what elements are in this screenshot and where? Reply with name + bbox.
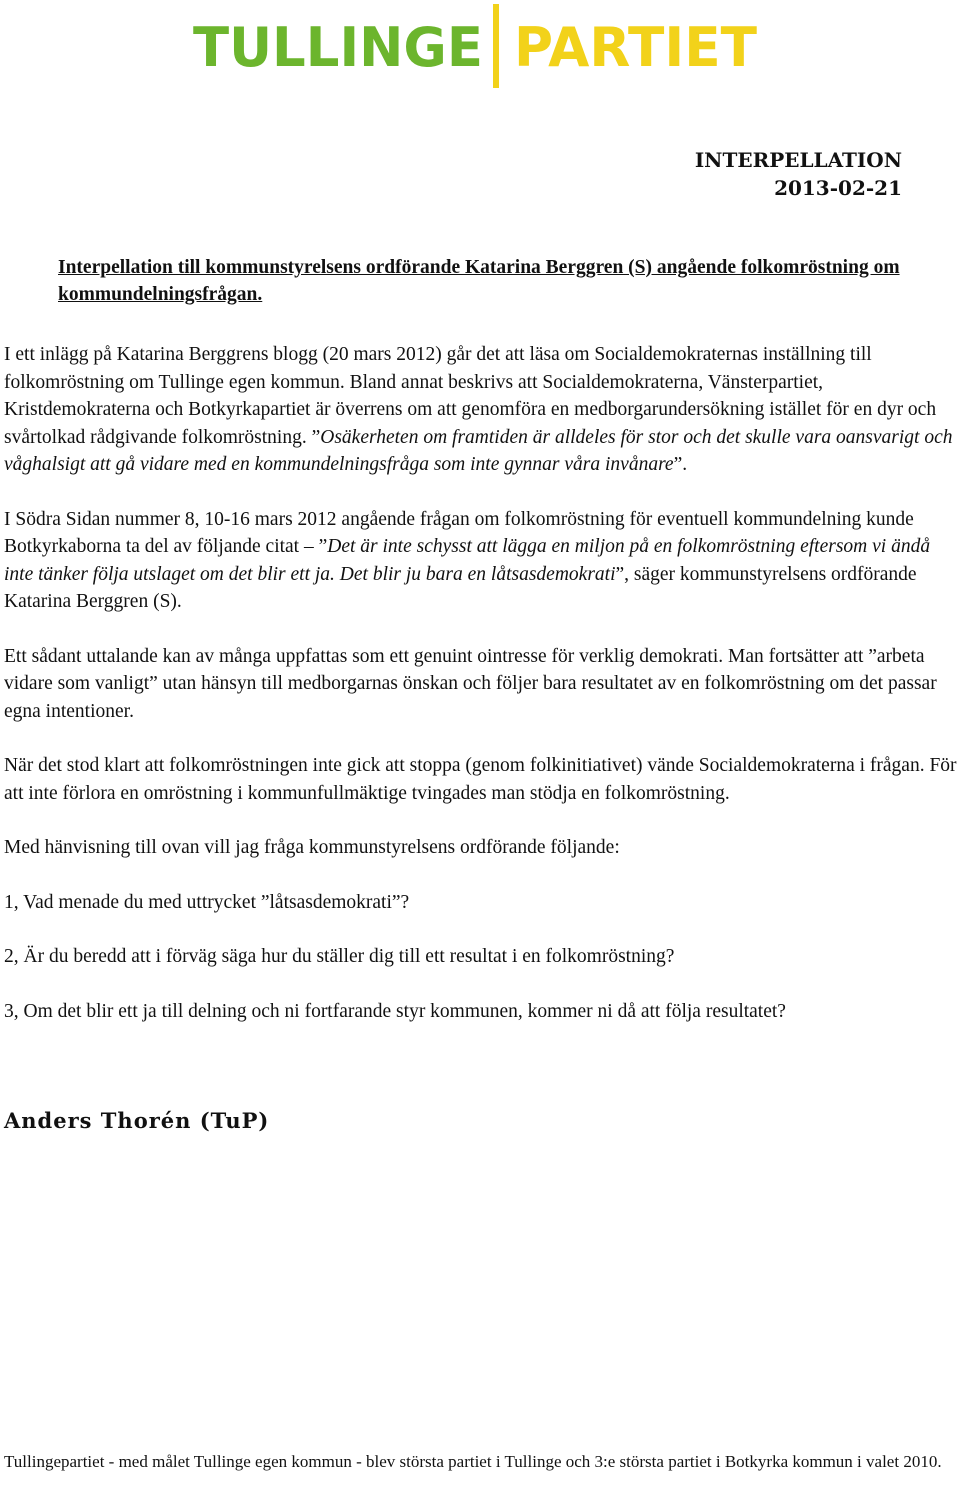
question-3: 3, Om det blir ett ja till delning och ni fortfarande styr kommunen, kommer ni då att följa resultatet?: [4, 1000, 786, 1022]
paragraph-sodra-sidan-quote: Det är inte schysst att lägga en miljon på en folkomröstning eftersom vi ändå inte tänker följa utslaget om det blir ett ja. Det blir ju bara en låtsasdemokrati: [4, 536, 931, 585]
paragraph-sodra-sidan: [4, 506, 959, 616]
document-body: [4, 341, 959, 1052]
paragraph-blog-end: ”.: [673, 454, 688, 475]
party-logo: [0, 0, 960, 100]
document-header: [695, 146, 902, 202]
logo-word-partiet: PARTIET: [514, 16, 758, 79]
document-date: 2013-02-21: [774, 176, 902, 200]
paragraph-statement: Ett sådant uttalande kan av många uppfattas som ett genuint ointresse för verklig demokrati. Man fortsätter att ”arbeta vidare som vanligt” utan hänsyn till medborgarnas önskan och följer bara resultatet av en folkomröstning om det passar egna intentioner.: [4, 645, 937, 722]
paragraph-referendum: När det stod klart att folkomröstningen inte gick att stoppa (genom folkinitiativet) vände Socialdemokraterna i frågan. För att inte förlora en omröstning i kommunfullmäktige tvingades man stödja en folkomröstning.: [4, 755, 957, 804]
question-1: 1, Vad menade du med uttrycket ”låtsasdemokrati”?: [4, 891, 410, 913]
page-footer: Tullingepartiet - med målet Tullinge egen kommun - blev största partiet i Tullinge och 3:e största partiet i Botkyrka kommun i valet 2010.: [4, 1452, 942, 1471]
paragraph-sodra-sidan-end: ”, säger kommunstyrelsens ordförande Katarina Berggren (S).: [4, 563, 917, 612]
interpellation-subject: Interpellation till kommunstyrelsens ordförande Katarina Berggren (S) angående folkomröstning om kommundelningsfrågan.: [58, 257, 900, 305]
document-type: INTERPELLATION: [694, 148, 902, 172]
paragraph-blog: [4, 341, 959, 479]
paragraph-sodra-sidan-text: I Södra Sidan nummer 8, 10-16 mars 2012 angående frågan om folkomröstning för eventuell kommundelning kunde Botkyrkaborna ta del av följande citat – ”: [4, 508, 914, 557]
paragraph-blog-text: I ett inlägg på Katarina Berggrens blogg (20 mars 2012) går det att läsa om Socialdemokraternas inställning till folkomröstning om Tullinge egen kommun. Bland annat beskrivs att Socialdemokraterna, Vänsterpartiet, Kristdemokraterna och Botkyrkapartiet är överrens om att genomföra en medborgarundersökning istället för en dyr och svårtolkad rådgivande folkomröstning. ”: [4, 344, 937, 448]
signature: Anders Thorén (TuP): [4, 1108, 270, 1133]
logo-word-tullinge: TULLINGE: [193, 16, 483, 79]
logo-divider: [493, 4, 499, 88]
paragraph-blog-quote: Osäkerheten om framtiden är alldeles för stor och det skulle vara oansvarigt och våghalsigt att gå vidare med en kommundelningsfråga som inte gynnar våra invånare: [4, 426, 953, 475]
paragraph-request: Med hänvisning till ovan vill jag fråga kommunstyrelsens ordförande följande:: [4, 837, 620, 858]
question-2: 2, Är du beredd att i förväg säga hur du ställer dig till ett resultat i en folkomröstning?: [4, 946, 675, 967]
